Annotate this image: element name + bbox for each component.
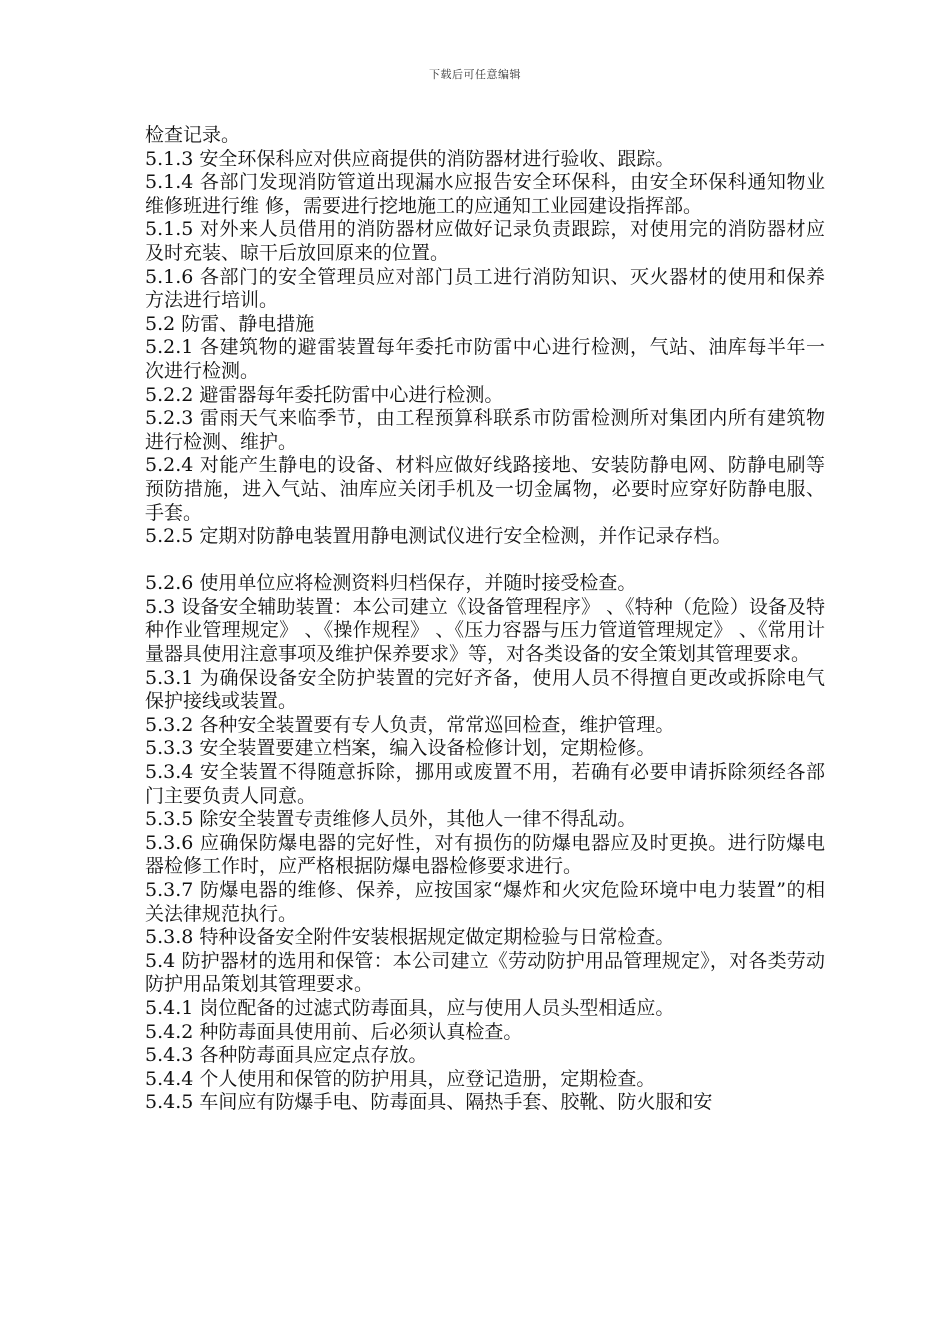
- section-heading: 5.4 防护器材的选用和保管：本公司建立《劳动防护用品管理规定》，对各类劳动防护用品策划其管理要求。: [145, 949, 825, 996]
- paragraph: 5.4.1 岗位配备的过滤式防毒面具，应与使用人员头型相适应。: [145, 996, 675, 1019]
- page-header-note: 下载后可任意编辑: [429, 68, 521, 81]
- document-body: [145, 124, 825, 1115]
- paragraph: 5.3.4 安全装置不得随意拆除，挪用或废置不用，若确有必要申请拆除须经各部门主要负责人同意。: [145, 761, 825, 807]
- paragraph: 5.3.7 防爆电器的维修、保养，应按国家“爆炸和火灾危险环境中电力装置”的相关法律规范执行。: [145, 879, 825, 925]
- paragraph: 5.4.5 车间应有防爆手电、防毒面具、隔热手套、胶靴、防火服和安: [145, 1091, 713, 1114]
- section-heading: 5.2 防雷、静电措施: [145, 312, 315, 335]
- paragraph: 5.2.5 定期对防静电装置用静电测试仪进行安全检测，并作记录存档。: [145, 525, 732, 548]
- paragraph: 5.3.3 安全装置要建立档案，编入设备检修计划，定期检修。: [145, 737, 656, 760]
- paragraph: 5.4.4 个人使用和保管的防护用具，应登记造册，定期检查。: [145, 1067, 656, 1090]
- blank-line: [145, 549, 825, 573]
- paragraph: 5.1.4 各部门发现消防管道出现漏水应报告安全环保科，由安全环保科通知物业维修班进行维 修，需要进行挖地施工的应通知工业园建设指挥部。: [145, 171, 825, 217]
- paragraph: 5.2.6 使用单位应将检测资料归档保存，并随时接受检查。: [145, 572, 637, 595]
- paragraph: 5.2.4 对能产生静电的设备、材料应做好线路接地、安装防静电网、防静电刷等预防措施，进入气站、油库应关闭手机及一切金属物，必要时应穿好防静电服、手套。: [145, 454, 825, 524]
- section-heading: 5.3 设备安全辅助装置：本公司建立《设备管理程序》 、《特种（危险）设备及特种作业管理规定》 、《操作规程》 、《压力容器与压力管道管理规定》 、《常用计量器具使用注意事项及维护保养要求》等，对各类设备的安全策划其管理要求。: [145, 595, 825, 666]
- paragraph: 5.4.2 种防毒面具使用前、后必须认真检查。: [145, 1020, 523, 1043]
- paragraph: 5.1.5 对外来人员借用的消防器材应做好记录负责跟踪，对使用完的消防器材应及时充装、晾干后放回原来的位置。: [145, 218, 825, 264]
- paragraph: 5.3.8 特种设备安全附件安装根据规定做定期检验与日常检查。: [145, 926, 675, 949]
- paragraph: 5.1.3 安全环保科应对供应商提供的消防器材进行验收、跟踪。: [145, 147, 675, 170]
- paragraph: 5.2.2 避雷器每年委托防雷中心进行检测。: [145, 383, 504, 406]
- paragraph: 5.3.1 为确保设备安全防护装置的完好齐备，使用人员不得擅自更改或拆除电气保护接线或装置。: [145, 666, 825, 713]
- paragraph: 5.3.5 除安全装置专责维修人员外，其他人一律不得乱动。: [145, 808, 637, 831]
- paragraph: 5.2.1 各建筑物的避雷装置每年委托市防雷中心进行检测，气站、油库每半年一次进行检测。: [145, 336, 825, 382]
- paragraph: 5.3.2 各种安全装置要有专人负责，常常巡回检查，维护管理。: [145, 713, 675, 736]
- paragraph: 5.2.3 雷雨天气来临季节，由工程预算科联系市防雷检测所对集团内所有建筑物进行检测、维护。: [145, 407, 825, 453]
- paragraph: 5.1.6 各部门的安全管理员应对部门员工进行消防知识、灭火器材的使用和保养方法进行培训。: [145, 265, 825, 312]
- paragraph: 5.3.6 应确保防爆电器的完好性，对有损伤的防爆电器应及时更换。进行防爆电器检修工作时，应严格根据防爆电器检修要求进行。: [145, 831, 825, 878]
- paragraph: 检查记录。: [145, 124, 241, 146]
- paragraph: 5.4.3 各种防毒面具应定点存放。: [145, 1044, 428, 1067]
